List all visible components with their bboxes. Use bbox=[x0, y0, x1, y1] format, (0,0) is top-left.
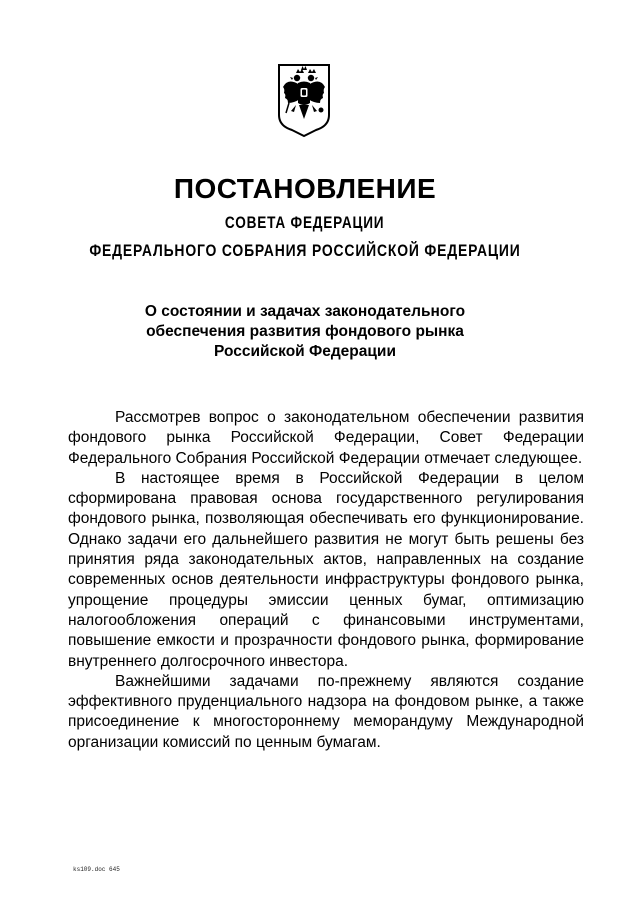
resolution-subject-line-1: О состоянии и задачах законодательного bbox=[144, 303, 466, 320]
resolution-subject-line-2: обеспечения развития фондового рынка bbox=[146, 323, 464, 340]
body-paragraph-2: В настоящее время в Российской Федерации в целом сформирована правовая основа государственного регулирования фондового рынка, позволяющая обеспечивать его функционирование. Однако задачи его дальнейшего развития не могут быть решены без принятия ряда законодательных актов, направленных на создание современных основ деятельности инфраструктуры фондового рынка, упрощение процедуры эмиссии ценных бумаг, оптимизацию налогообложения операций с финансовыми инструментами, повышение емкости и прозрачности фондового рынка, формирование внутреннего долгосрочного инвестора. bbox=[68, 469, 584, 670]
issuing-body-line-2-text: ФЕДЕРАЛЬНОГО СОБРАНИЯ РОССИЙСКОЙ ФЕДЕРАЦИИ bbox=[89, 241, 521, 260]
issuing-body-line-2 bbox=[0, 240, 610, 262]
resolution-subject-line-3: Российской Федерации bbox=[214, 343, 396, 360]
file-reference-code: ks109.doc 645 bbox=[73, 866, 120, 873]
body-paragraph-1: Рассмотрев вопрос о законодательном обеспечении развития фондового рынка Российской Федерации, Совет Федерации Федерального Собрания Российской Федерации отмечает следующее. bbox=[68, 409, 584, 467]
document-type-title: ПОСТАНОВЛЕНИЕ bbox=[173, 173, 437, 204]
issuing-body-line-1-text: СОВЕТА ФЕДЕРАЦИИ bbox=[225, 213, 385, 232]
resolution-subject bbox=[0, 302, 610, 362]
issuing-body-line-1 bbox=[0, 212, 610, 234]
body-paragraph-3: Важнейшими задачами по-прежнему являются создание эффективного пруденциального надзора на фондовом рынке, а также присоединение к многостороннему меморандуму Международной организации комиссий по ценным бумагам. bbox=[68, 672, 584, 751]
resolution-body bbox=[68, 408, 584, 753]
coat-of-arms-icon bbox=[276, 63, 332, 138]
